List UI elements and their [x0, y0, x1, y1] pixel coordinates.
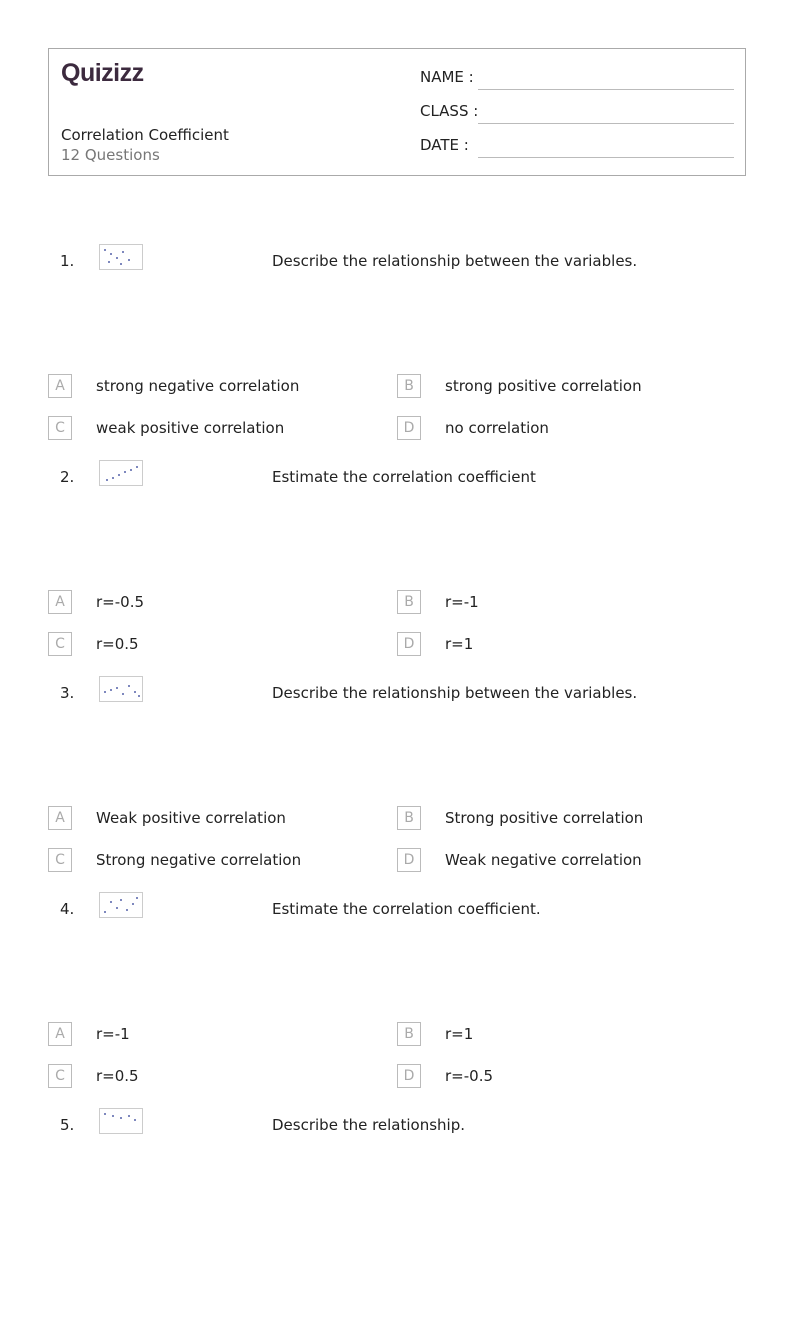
question-count: 12 Questions [61, 146, 160, 164]
worksheet-header [48, 48, 746, 176]
question-number: 2. [60, 468, 75, 486]
option-letter: B [397, 806, 421, 830]
scatter-plot-thumbnail [99, 244, 143, 270]
date-field[interactable] [420, 136, 734, 160]
scatter-point [136, 466, 138, 468]
option-text: strong negative correlation [96, 377, 300, 395]
option-text: r=-0.5 [445, 1067, 494, 1085]
option-text: Strong negative correlation [96, 851, 302, 869]
option-letter: C [48, 848, 72, 872]
option-text: Strong positive correlation [445, 809, 644, 827]
question-number: 5. [60, 1116, 75, 1134]
option-text: r=0.5 [96, 1067, 139, 1085]
option-text: no correlation [445, 419, 549, 437]
question [0, 252, 794, 468]
scatter-point [108, 261, 110, 263]
scatter-point [128, 259, 130, 261]
option-letter: D [397, 632, 421, 656]
question-text: Estimate the correlation coefficient. [272, 900, 541, 918]
scatter-point [128, 685, 130, 687]
scatter-point [112, 477, 114, 479]
scatter-point [136, 897, 138, 899]
worksheet-title: Correlation Coefficient [61, 126, 229, 144]
option-letter: B [397, 590, 421, 614]
scatter-point [118, 474, 120, 476]
scatter-point [116, 257, 118, 259]
option-letter: A [48, 374, 72, 398]
name-field[interactable] [420, 68, 734, 92]
question-number: 4. [60, 900, 75, 918]
option-letter: D [397, 848, 421, 872]
question-number: 1. [60, 252, 75, 270]
class-label: CLASS : [420, 102, 479, 120]
option-letter: C [48, 1064, 72, 1088]
option-text: r=1 [445, 635, 474, 653]
scatter-point [132, 903, 134, 905]
scatter-plot-thumbnail [99, 460, 143, 486]
question-text: Estimate the correlation coefficient [272, 468, 536, 486]
question [0, 1116, 794, 1332]
option-text: Weak negative correlation [445, 851, 642, 869]
option-text: r=1 [445, 1025, 474, 1043]
question [0, 468, 794, 684]
scatter-point [120, 1117, 122, 1119]
scatter-point [122, 693, 124, 695]
quizizz-logo: Quizizz [61, 59, 144, 87]
option-letter: D [397, 1064, 421, 1088]
scatter-point [110, 253, 112, 255]
scatter-point [104, 1113, 106, 1115]
option-letter: C [48, 632, 72, 656]
question [0, 900, 794, 1116]
scatter-point [126, 909, 128, 911]
scatter-point [122, 251, 124, 253]
option-text: weak positive correlation [96, 419, 285, 437]
option-letter: A [48, 1022, 72, 1046]
option-text: r=0.5 [96, 635, 139, 653]
option-text: r=-1 [96, 1025, 130, 1043]
scatter-point [116, 687, 118, 689]
scatter-point [104, 691, 106, 693]
option-text: Weak positive correlation [96, 809, 286, 827]
name-label: NAME : [420, 68, 474, 86]
scatter-point [104, 249, 106, 251]
option-letter: C [48, 416, 72, 440]
option-letter: B [397, 1022, 421, 1046]
question-number: 3. [60, 684, 75, 702]
question-text: Describe the relationship. [272, 1116, 466, 1134]
option-text: r=-0.5 [96, 593, 145, 611]
scatter-point [130, 469, 132, 471]
scatter-plot-thumbnail [99, 676, 143, 702]
scatter-point [134, 691, 136, 693]
scatter-plot-thumbnail [99, 892, 143, 918]
option-letter: A [48, 590, 72, 614]
question-text: Describe the relationship between the variables. [272, 684, 638, 702]
option-text: r=-1 [445, 593, 479, 611]
scatter-point [110, 689, 112, 691]
question [0, 684, 794, 900]
scatter-point [120, 899, 122, 901]
scatter-point [116, 907, 118, 909]
scatter-point [110, 901, 112, 903]
date-label: DATE : [420, 136, 469, 154]
scatter-point [124, 471, 126, 473]
option-letter: B [397, 374, 421, 398]
scatter-point [120, 263, 122, 265]
scatter-plot-thumbnail [99, 1108, 143, 1134]
scatter-point [104, 911, 106, 913]
class-field[interactable] [420, 102, 734, 126]
scatter-point [128, 1115, 130, 1117]
scatter-point [138, 695, 140, 697]
scatter-point [106, 479, 108, 481]
scatter-point [112, 1115, 114, 1117]
option-letter: A [48, 806, 72, 830]
option-letter: D [397, 416, 421, 440]
scatter-point [134, 1119, 136, 1121]
option-text: strong positive correlation [445, 377, 642, 395]
question-text: Describe the relationship between the variables. [272, 252, 638, 270]
